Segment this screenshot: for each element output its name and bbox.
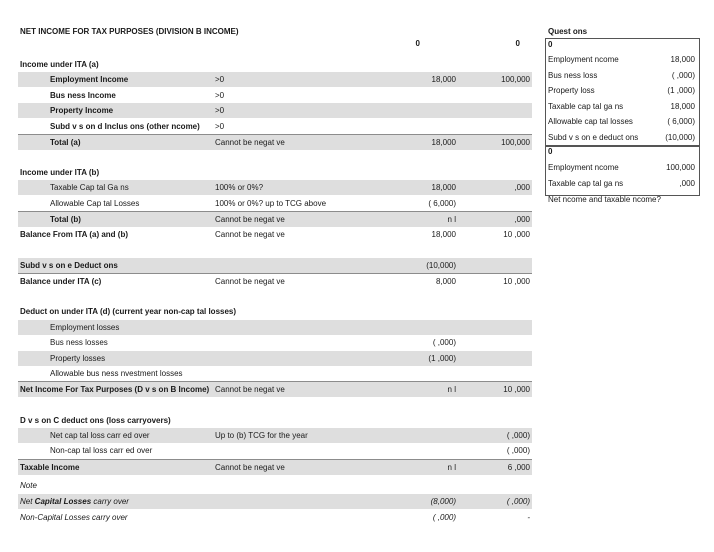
- row-label: Employment Income: [50, 75, 129, 84]
- column-header-1: 0: [415, 39, 420, 48]
- row-value-col2: 100,000: [501, 75, 530, 84]
- worksheet-title: NET INCOME FOR TAX PURPOSES (DIVISION B INCOME): [20, 27, 239, 36]
- row-condition: 100% or 0%? up to TCG above: [215, 199, 327, 208]
- row-label: Non-cap tal loss carr ed over: [50, 446, 153, 455]
- worksheet-row: [18, 478, 532, 493]
- worksheet-row: [18, 211, 532, 227]
- row-label: Note: [20, 481, 37, 490]
- row-label-emphasis: Capital Losses: [34, 497, 92, 506]
- question-row: [545, 99, 698, 114]
- question-label: Subd v s on e deduct ons: [548, 132, 639, 142]
- question-label: Taxable cap tal ga ns: [548, 101, 624, 111]
- row-value-col1: n l: [447, 385, 456, 394]
- row-value-col2: 10 ,000: [503, 277, 530, 286]
- worksheet-row: [18, 428, 532, 443]
- worksheet-row: [18, 273, 532, 289]
- row-condition: Cannot be negat ve: [215, 230, 285, 239]
- row-condition: Cannot be negat ve: [215, 463, 285, 472]
- row-label: Taxable Cap tal Ga ns: [50, 183, 129, 192]
- worksheet-row: [18, 57, 532, 72]
- question-box-1-header: [545, 37, 698, 52]
- row-label: Balance From ITA (a) and (b): [20, 230, 129, 239]
- worksheet-row: [18, 180, 532, 195]
- row-condition: Up to (b) TCG for the year: [215, 431, 308, 440]
- row-condition: 100% or 0%?: [215, 183, 264, 192]
- row-label: Net Income For Tax Purposes (D v s on B Income): [20, 385, 210, 394]
- row-label-part: carry over: [91, 497, 129, 506]
- row-value-col1: (1 ,000): [428, 354, 456, 363]
- worksheet-row: [18, 320, 532, 335]
- row-value-col1: 8,000: [435, 277, 456, 286]
- question-label: Allowable cap tal losses: [548, 117, 633, 126]
- question-label: Property loss: [548, 86, 595, 95]
- worksheet-row: [18, 413, 532, 428]
- question-row: [545, 176, 698, 191]
- row-label-part: Net: [20, 497, 35, 506]
- row-value-col1: ( ,000): [432, 338, 456, 347]
- question-label: Employment ncome: [548, 163, 619, 172]
- question-label: 0: [548, 40, 553, 49]
- row-label: Balance under ITA (c): [20, 277, 102, 286]
- question-row: [545, 68, 698, 83]
- row-value-col1: n l: [447, 463, 456, 472]
- worksheet-row: [18, 510, 532, 525]
- column-header-2: 0: [515, 39, 520, 48]
- question-row: [545, 83, 698, 98]
- row-label: [20, 494, 129, 509]
- row-value-col1: (10,000): [426, 261, 456, 270]
- row-condition: >0: [215, 106, 225, 115]
- worksheet-row: [18, 335, 532, 350]
- question-value: 18,000: [670, 101, 695, 111]
- worksheet-row: [18, 72, 532, 87]
- worksheet-row: [18, 494, 532, 509]
- question-value: ,000: [679, 178, 695, 188]
- question-row: [545, 160, 698, 175]
- row-value-col2: ( ,000): [506, 446, 530, 455]
- worksheet-row: [18, 134, 532, 150]
- row-value-col1: 18,000: [431, 230, 456, 239]
- question-label: Employment ncome: [548, 55, 619, 64]
- question-row: [545, 52, 698, 67]
- worksheet-row: [18, 459, 532, 475]
- row-value-col1: 18,000: [431, 138, 456, 147]
- row-label: Bus ness Income: [50, 91, 116, 100]
- row-label: Income under ITA (a): [20, 60, 99, 69]
- row-value-col2: ,000: [514, 183, 530, 192]
- row-label: Net cap tal loss carr ed over: [50, 431, 150, 440]
- row-value-col2: ( ,000): [506, 497, 530, 506]
- row-label: Deduct on under ITA (d) (current year non-cap tal losses): [20, 307, 237, 316]
- question-label: Bus ness loss: [548, 70, 598, 80]
- worksheet-row: [18, 88, 532, 103]
- questions-title: Quest ons: [548, 27, 588, 36]
- worksheet-row: [18, 258, 532, 273]
- row-label: Employment losses: [50, 323, 120, 332]
- row-value-col1: 18,000: [431, 75, 456, 84]
- row-value-col1: ( ,000): [432, 513, 456, 522]
- row-label: D v s on C deduct ons (loss carryovers): [20, 416, 171, 425]
- row-value-col2: 10 ,000: [503, 385, 530, 394]
- row-condition: Cannot be negat ve: [215, 385, 285, 394]
- row-label: Total (a): [50, 138, 81, 147]
- row-value-col2: 6 ,000: [507, 463, 530, 472]
- row-value-col2: -: [527, 513, 530, 522]
- row-value-col2: ,000: [514, 215, 530, 224]
- question-label: 0: [548, 147, 553, 156]
- row-condition: >0: [215, 75, 225, 84]
- row-value-col1: n l: [447, 215, 456, 224]
- row-value-col1: (8,000): [430, 497, 456, 506]
- question-row: [545, 130, 698, 145]
- row-value-col2: ( ,000): [506, 431, 530, 440]
- row-label: Allowable Cap tal Losses: [50, 199, 140, 208]
- question-value: ( 6,000): [667, 117, 695, 126]
- worksheet-row: [18, 165, 532, 180]
- worksheet-row: [18, 304, 532, 319]
- row-label: Property Income: [50, 106, 114, 115]
- row-value-col2: 10 ,000: [503, 230, 530, 239]
- worksheet-row: [18, 196, 532, 211]
- question-note: Net ncome and taxable ncome?: [548, 195, 661, 204]
- row-label: Taxable Income: [20, 463, 80, 472]
- row-condition: >0: [215, 122, 225, 131]
- row-label: Bus ness losses: [50, 338, 108, 347]
- row-condition: Cannot be negat ve: [215, 138, 285, 147]
- row-value-col1: ( 6,000): [428, 199, 456, 208]
- question-value: ( ,000): [671, 70, 695, 80]
- row-condition: Cannot be negat ve: [215, 277, 285, 286]
- worksheet-row: [18, 119, 532, 134]
- worksheet-row: [18, 351, 532, 366]
- question-label: Taxable cap tal ga ns: [548, 178, 624, 188]
- row-label: Property losses: [50, 354, 106, 363]
- row-value-col1: 18,000: [431, 183, 456, 192]
- row-label: Allowable bus ness nvestment losses: [50, 369, 183, 378]
- row-label: Subd v s on e Deduct ons: [20, 261, 118, 270]
- row-label: Non-Capital Losses carry over: [20, 513, 128, 522]
- question-row: [545, 114, 698, 129]
- worksheet-row: [18, 103, 532, 118]
- row-condition: >0: [215, 91, 225, 100]
- question-value: (1 ,000): [667, 86, 695, 95]
- question-box-2-header: [545, 144, 698, 159]
- question-value: 100,000: [666, 163, 695, 172]
- question-value: 18,000: [670, 55, 695, 64]
- row-condition: Cannot be negat ve: [215, 215, 285, 224]
- column-header-row: [18, 37, 532, 50]
- row-label: Subd v s on d Inclus ons (other ncome): [50, 122, 200, 131]
- row-value-col2: 100,000: [501, 138, 530, 147]
- worksheet-row: [18, 381, 532, 397]
- worksheet-row: [18, 443, 532, 458]
- worksheet-row: [18, 366, 532, 381]
- row-label: Income under ITA (b): [20, 168, 100, 177]
- question-value: (10,000): [665, 132, 695, 142]
- worksheet-row: [18, 227, 532, 242]
- row-label: Total (b): [50, 215, 81, 224]
